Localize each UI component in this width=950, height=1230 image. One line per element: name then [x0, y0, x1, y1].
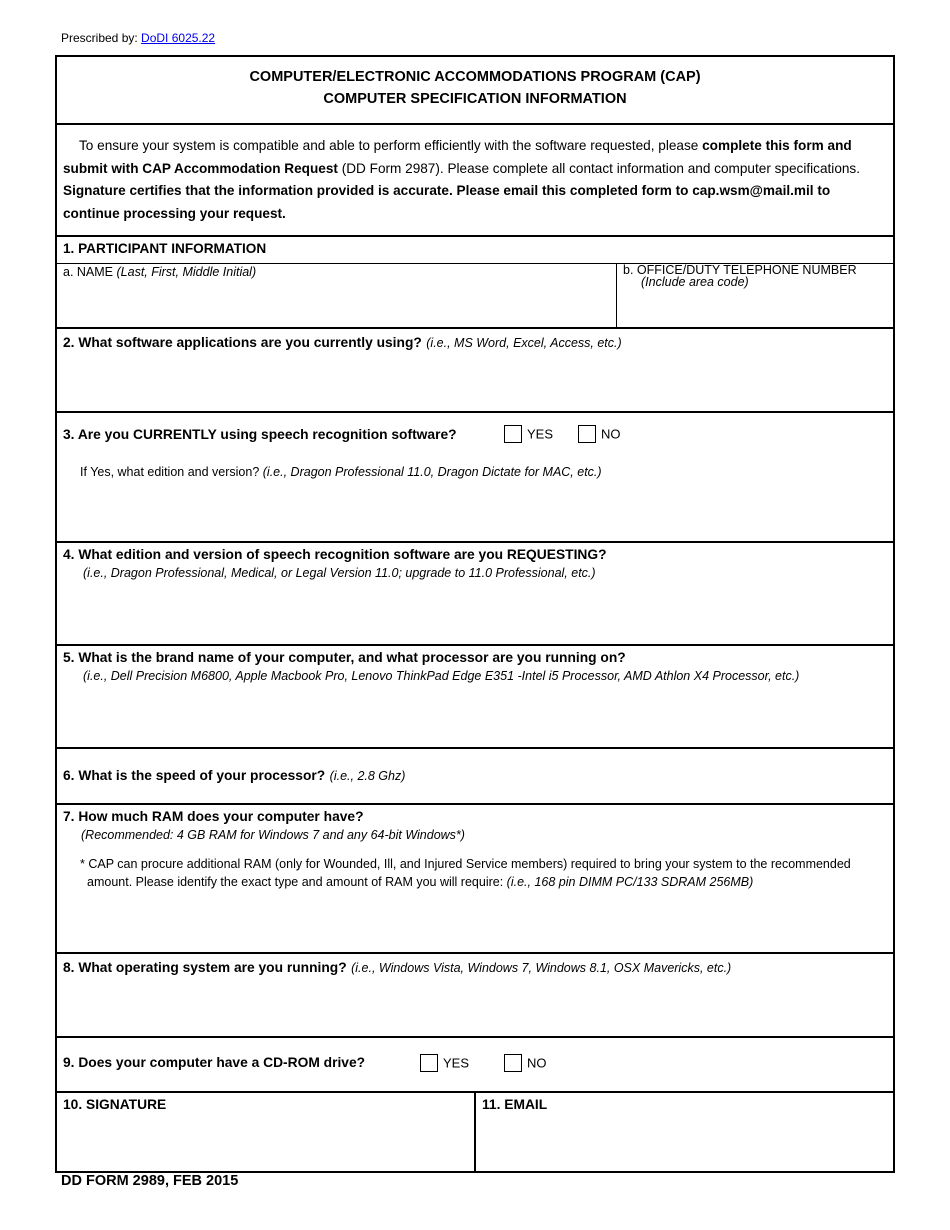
signature-email-row	[57, 1091, 893, 1171]
q9-yes-label: YES	[443, 1055, 470, 1071]
signature-label: 10. SIGNATURE	[63, 1097, 167, 1112]
q2-field[interactable]	[57, 327, 893, 411]
phone-hint: (Include area code)	[641, 275, 749, 289]
intro-text-1: To ensure your system is compatible and able to perform efficiently with the software requested, please	[79, 138, 703, 153]
prescribed-by	[61, 31, 215, 45]
q5-field[interactable]	[57, 644, 893, 747]
section-1-heading: 1. PARTICIPANT INFORMATION	[57, 235, 893, 263]
q7-hint: (Recommended: 4 GB RAM for Windows 7 and any 64-bit Windows*)	[81, 828, 465, 842]
q6-question: 6. What is the speed of your processor?	[63, 768, 326, 783]
intro-bold-2: Signature certifies that the information provided is accurate. Please email this completed form to cap.wsm@mail.mil to continue processing your request.	[63, 183, 831, 221]
intro-text-2: (DD Form 2987). Please complete all contact information and computer specifications.	[337, 160, 861, 176]
name-hint: (Last, First, Middle Initial)	[116, 265, 257, 279]
title-line-1: COMPUTER/ELECTRONIC ACCOMMODATIONS PROGRAM (CAP)	[249, 69, 701, 85]
section-1-fields	[57, 263, 893, 327]
intro-bold-1: complete this form and submit with CAP Accommodation Request	[63, 138, 852, 176]
email-label: 11. EMAIL	[482, 1097, 548, 1112]
q3-followup: If Yes, what edition and version?	[80, 465, 263, 479]
form-number: DD FORM 2989, FEB 2015	[61, 1173, 239, 1189]
prescribed-label: Prescribed by:	[61, 31, 138, 45]
q9-no-label: NO	[527, 1055, 547, 1071]
name-label: a. NAME	[63, 265, 117, 279]
q7-question: 7. How much RAM does your computer have?	[63, 809, 364, 824]
q9-no-checkbox[interactable]	[504, 1054, 522, 1072]
name-field[interactable]	[57, 264, 617, 328]
q5-hint: (i.e., Dell Precision M6800, Apple Macbook Pro, Lenovo ThinkPad Edge E351 -Intel i5 Processor, AMD Athlon X4 Processor, etc.)	[83, 669, 800, 683]
q3-question: 3. Are you CURRENTLY using speech recognition software?	[63, 427, 457, 442]
q5-question: 5. What is the brand name of your computer, and what processor are you running on?	[63, 650, 626, 665]
phone-field[interactable]	[617, 264, 893, 328]
q3-no-label: NO	[601, 426, 621, 442]
q9-question: 9. Does your computer have a CD-ROM drive?	[63, 1055, 366, 1070]
q3-field[interactable]	[57, 411, 893, 541]
q6-hint: (i.e., 2.8 Ghz)	[329, 769, 406, 783]
q8-question: 8. What operating system are you running?	[63, 960, 347, 975]
q9-yes-checkbox[interactable]	[420, 1054, 438, 1072]
phone-label: b. OFFICE/DUTY TELEPHONE NUMBER	[623, 263, 857, 277]
q4-question: 4. What edition and version of speech recognition software are you REQUESTING?	[63, 547, 607, 562]
q3-no-checkbox[interactable]	[578, 425, 596, 443]
instructions	[57, 123, 893, 235]
q3-followup-hint: (i.e., Dragon Professional 11.0, Dragon Dictate for MAC, etc.)	[262, 465, 602, 479]
q2-question: 2. What software applications are you currently using?	[63, 335, 422, 350]
signature-field[interactable]	[57, 1093, 476, 1173]
q7-field[interactable]	[57, 803, 893, 952]
form-title	[57, 57, 893, 123]
q9-field	[57, 1036, 893, 1091]
email-field[interactable]	[476, 1093, 893, 1173]
q2-hint: (i.e., MS Word, Excel, Access, etc.)	[426, 336, 622, 350]
q8-field[interactable]	[57, 952, 893, 1036]
q7-note-2-hint: (i.e., 168 pin DIMM PC/133 SDRAM 256MB)	[506, 875, 754, 889]
q7-note-1: * CAP can procure additional RAM (only for Wounded, Ill, and Injured Service members) required to bring your system to the recommended	[80, 857, 851, 871]
q4-field[interactable]	[57, 541, 893, 644]
title-line-2: COMPUTER SPECIFICATION INFORMATION	[323, 91, 627, 107]
form-body	[55, 55, 895, 1173]
q6-field[interactable]	[57, 747, 893, 803]
q7-note-2: amount. Please identify the exact type and amount of RAM you will require:	[87, 875, 507, 889]
q8-hint: (i.e., Windows Vista, Windows 7, Windows 8.1, OSX Mavericks, etc.)	[351, 961, 732, 975]
dodi-link[interactable]: DoDI 6025.22	[141, 31, 216, 45]
q3-yes-checkbox[interactable]	[504, 425, 522, 443]
q3-yes-label: YES	[527, 426, 554, 442]
q4-hint: (i.e., Dragon Professional, Medical, or Legal Version 11.0; upgrade to 11.0 Professional, etc.)	[83, 566, 596, 580]
